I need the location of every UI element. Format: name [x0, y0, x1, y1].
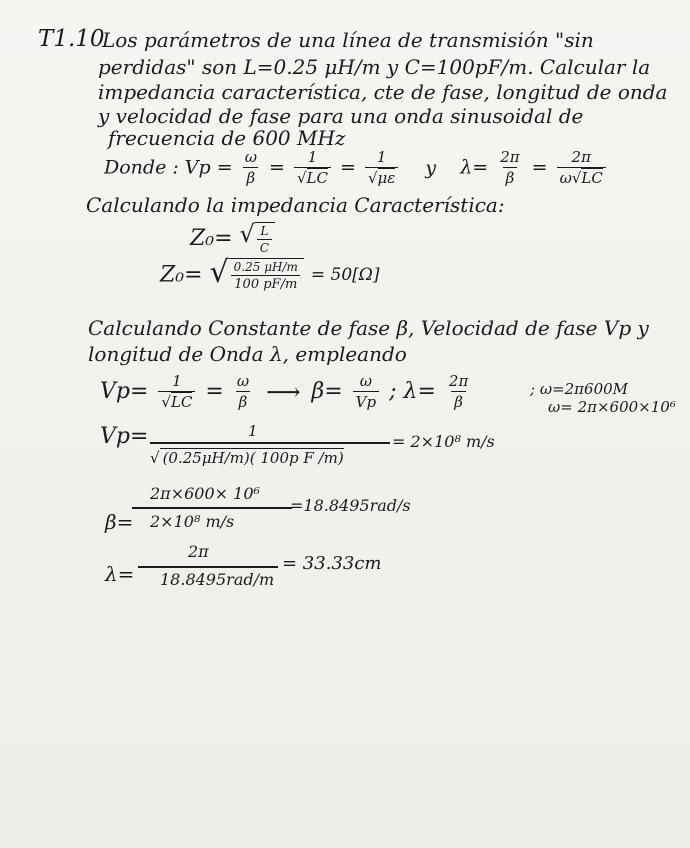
fraction-omega-beta: [242, 148, 260, 187]
z0-label: Z₀=: [160, 262, 203, 288]
problem-line-5: frecuencia de 600 MHz: [108, 126, 346, 150]
lambda-label: λ=: [403, 379, 436, 404]
fraction-denominator: Vp: [353, 391, 379, 411]
fraction-denominator: β: [503, 167, 518, 187]
omega-def-1: ; ω=2π600M: [530, 380, 629, 398]
problem-line-4: y velocidad de fase para una onda sinusoidal de: [98, 104, 584, 128]
fraction-inv-sqrt-mu-eps: [365, 148, 398, 187]
fraction-denominator: β: [236, 391, 251, 411]
problem-number: T1.10: [38, 26, 105, 52]
sqrt-radicand: LC: [581, 169, 603, 187]
fraction-denominator: C: [257, 239, 272, 255]
fraction-numerator: 2π: [500, 148, 520, 166]
fraction-inv-sqrt-lc: [294, 148, 331, 187]
fraction-denominator: 100 pF/m: [231, 275, 300, 292]
fraction-numerator: 1: [376, 148, 387, 166]
arrow-right-icon: ⟶: [266, 377, 301, 406]
beta-calc-denominator: 2×10⁸ m/s: [150, 512, 235, 531]
sqrt-radicand: [229, 258, 304, 292]
phase-heading-2: longitud de Onda λ, empleando: [88, 342, 407, 366]
problem-line-3: impedancia característica, cte de fase, longitud de onda: [98, 80, 668, 104]
sqrt-radicand: με: [377, 169, 396, 187]
fraction-denominator: β: [243, 167, 258, 187]
z0-numeric-formula: [160, 255, 380, 292]
impedance-heading: Calculando la impedancia Característica:: [86, 193, 505, 217]
z0-sqrt: [240, 222, 275, 255]
lambda-calc-denominator: 18.8495rad/m: [160, 570, 275, 589]
lambda-calc-numerator: 2π: [188, 542, 209, 561]
phase-heading-1: Calculando Constante de fase β, Velocidad de fase Vp y: [88, 316, 649, 340]
fraction-numerator: 2π: [571, 148, 591, 166]
z0-numeric-sqrt: [209, 255, 304, 292]
problem-line-1: Los parámetros de una línea de transmisión "sin: [102, 28, 594, 52]
conjunction-y: y: [425, 156, 437, 179]
sqrt-radicand: (0.25μH/m)( 100p F /m): [160, 448, 344, 467]
fraction-denominator: √LC: [158, 391, 195, 411]
donde-formula: [104, 148, 609, 187]
sqrt-sign-icon: √: [239, 220, 255, 248]
beta-calc-label: β=: [105, 510, 134, 534]
sqrt-radicand: LC: [306, 169, 328, 187]
beta-fraction-bar: [132, 507, 292, 509]
sqrt-radicand: [255, 222, 275, 255]
vp-calc-result: = 2×10⁸ m/s: [392, 432, 495, 451]
vp-calc-numerator: 1: [248, 422, 258, 440]
fraction-numerator: 1: [172, 372, 182, 390]
beta-calc-result: =18.8495rad/s: [290, 496, 411, 515]
z0-label: Z₀=: [190, 226, 233, 251]
sqrt-radicand: LC: [170, 393, 193, 411]
problem-line-2: perdidas" son L=0.25 μH/m y C=100pF/m. Calcular la: [98, 55, 651, 79]
equals-sign: =: [531, 156, 548, 179]
fraction-2pi-omega-sqrt-lc: [557, 148, 606, 187]
fraction-denominator: √LC: [294, 167, 331, 187]
fraction-omega-beta: [234, 372, 252, 411]
fraction-numerator: 1: [307, 148, 318, 166]
fraction-2pi-beta: [497, 148, 522, 187]
omega-symbol: ω: [559, 169, 572, 187]
lambda-fraction-bar: [138, 566, 278, 568]
equals-sign: =: [340, 156, 356, 179]
lambda-calc-result: = 33.33cm: [282, 553, 382, 574]
fraction-numerator: L: [260, 224, 269, 238]
fraction-numerator: 0.25 μH/m: [233, 260, 298, 274]
fraction-numerator: 2π: [448, 372, 469, 390]
fraction-omega-vp: [353, 372, 379, 411]
relations-formula: [100, 372, 474, 411]
vp-calc-label: Vp=: [100, 424, 149, 449]
omega-def-2: ω= 2π×600×10⁶: [548, 398, 676, 416]
semicolon: ;: [389, 379, 397, 404]
z0-formula: [190, 222, 275, 255]
equals-sign: =: [205, 379, 224, 404]
sqrt-sign-icon: √: [209, 255, 229, 290]
vp-calc-denominator: √ (0.25μH/m)( 100p F /m): [150, 449, 344, 467]
vp-fraction-bar: [150, 442, 390, 444]
lambda-calc-label: λ=: [105, 562, 135, 586]
beta-calc-numerator: 2π×600× 10⁶: [150, 484, 260, 503]
fraction-l-c-values: [231, 260, 301, 292]
equals-sign: =: [472, 156, 489, 179]
fraction-numerator: ω: [244, 148, 257, 166]
donde-label: Donde : Vp: [104, 156, 211, 179]
beta-label: β=: [311, 379, 343, 404]
fraction-denominator: ω√LC: [557, 167, 606, 187]
fraction-denominator: √με: [365, 167, 398, 187]
equals-sign: =: [216, 156, 233, 179]
fraction-numerator: ω: [236, 372, 250, 390]
fraction-l-c: [257, 224, 272, 255]
vp-label: Vp=: [100, 379, 149, 404]
z0-result: = 50[Ω]: [310, 265, 380, 285]
fraction-2pi-beta: [446, 372, 471, 411]
fraction-denominator: β: [451, 391, 466, 411]
fraction-inv-sqrt-lc: [158, 372, 195, 411]
lambda-symbol: λ: [460, 156, 473, 179]
fraction-numerator: ω: [359, 372, 372, 390]
equals-sign: =: [268, 156, 285, 179]
